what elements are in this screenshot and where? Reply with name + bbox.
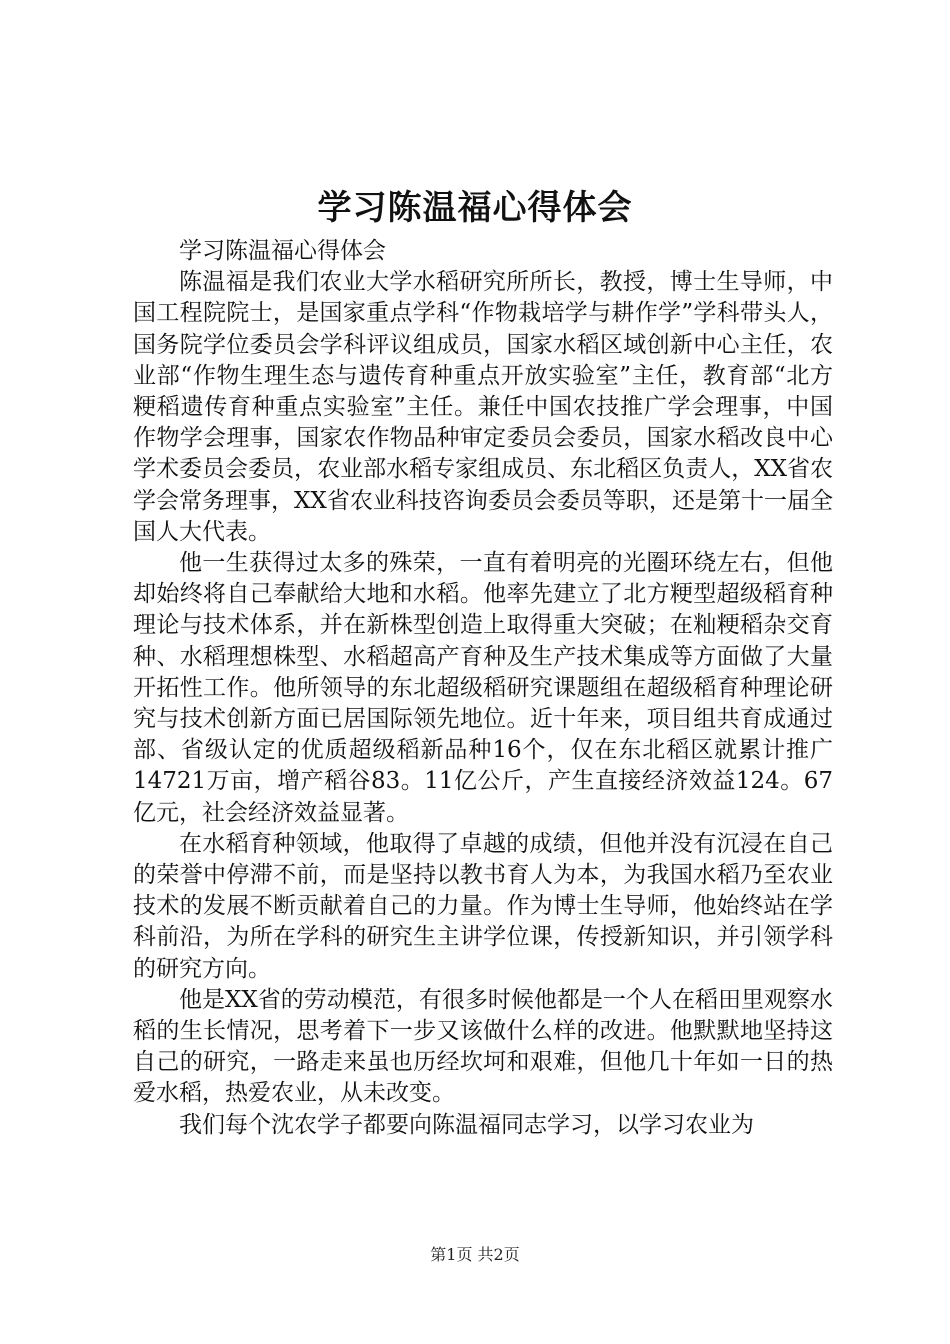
page-footer: 第1页 共2页 xyxy=(430,1245,520,1264)
paragraph: 我们每个沈农学子都要向陈温福同志学习，以学习农业为 xyxy=(179,1111,754,1138)
paragraph: 在水稻育种领域，他取得了卓越的成绩，但他并没有沉浸在自己的荣誉中停滞不前，而是坚持以教书育人为本，为我国水稻乃至农业技术的发展不断贡献着自己的力量。作为博士生导师，他始终站在学科前沿，为所在学科的研究生主讲学位课，传授新知识，并引领学科的研究方向。 xyxy=(133,830,833,982)
paragraph-subtitle: 学习陈温福心得体会 xyxy=(179,238,386,264)
paragraph: 他是XX省的劳动模范，有很多时候他都是一个人在稻田里观察水稻的生长情况，思考着下一步又该做什么样的改进。他默默地坚持这自己的研究，一路走来虽也历经坎坷和艰难，但他几十年如一日的热爱水稻，热爱农业，从未改变。 xyxy=(133,986,833,1107)
paragraph: 陈温福是我们农业大学水稻研究所所长，教授，博士生导师，中国工程院院士，是国家重点学科“作物栽培学与耕作学”学科带头人，国务院学位委员会学科评议组成员，国家水稻区域创新中心主任，农业部“作物生理生态与遗传育种重点开放实验室”主任，教育部“北方粳稻遗传育种重点实验室”主任。兼任中国农技推广学会理事，中国作物学会理事，国家农作物品种审定委员会委员，国家水稻改良中心学术委员会委员，农业部水稻专家组成员、东北稻区负责人，XX省农学会常务理事，XX省农业科技咨询委员会委员等职，还是第十一届全国人大代表。 xyxy=(133,269,833,545)
document-title: 学习陈温福心得体会 xyxy=(317,188,633,228)
paragraph: 他一生获得过太多的殊荣，一直有着明亮的光圈环绕左右，但他却始终将自己奉献给大地和水稻。他率先建立了北方粳型超级稻育种理论与技术体系，并在新株型创造上取得重大突破；在籼粳稻杂交育种、水稻理想株型、水稻超高产育种及生产技术集成等方面做了大量开拓性工作。他所领导的东北超级稻研究课题组在超级稻育种理论研究与技术创新方面已居国际领先地位。近十年来，项目组共育成通过部、省级认定的优质超级稻新品种16个，仅在东北稻区就累计推广14721万亩，增产稻谷83。11亿公斤，产生直接经济效益124。67亿元，社会经济效益显著。 xyxy=(133,550,833,826)
document-body xyxy=(133,236,833,1141)
